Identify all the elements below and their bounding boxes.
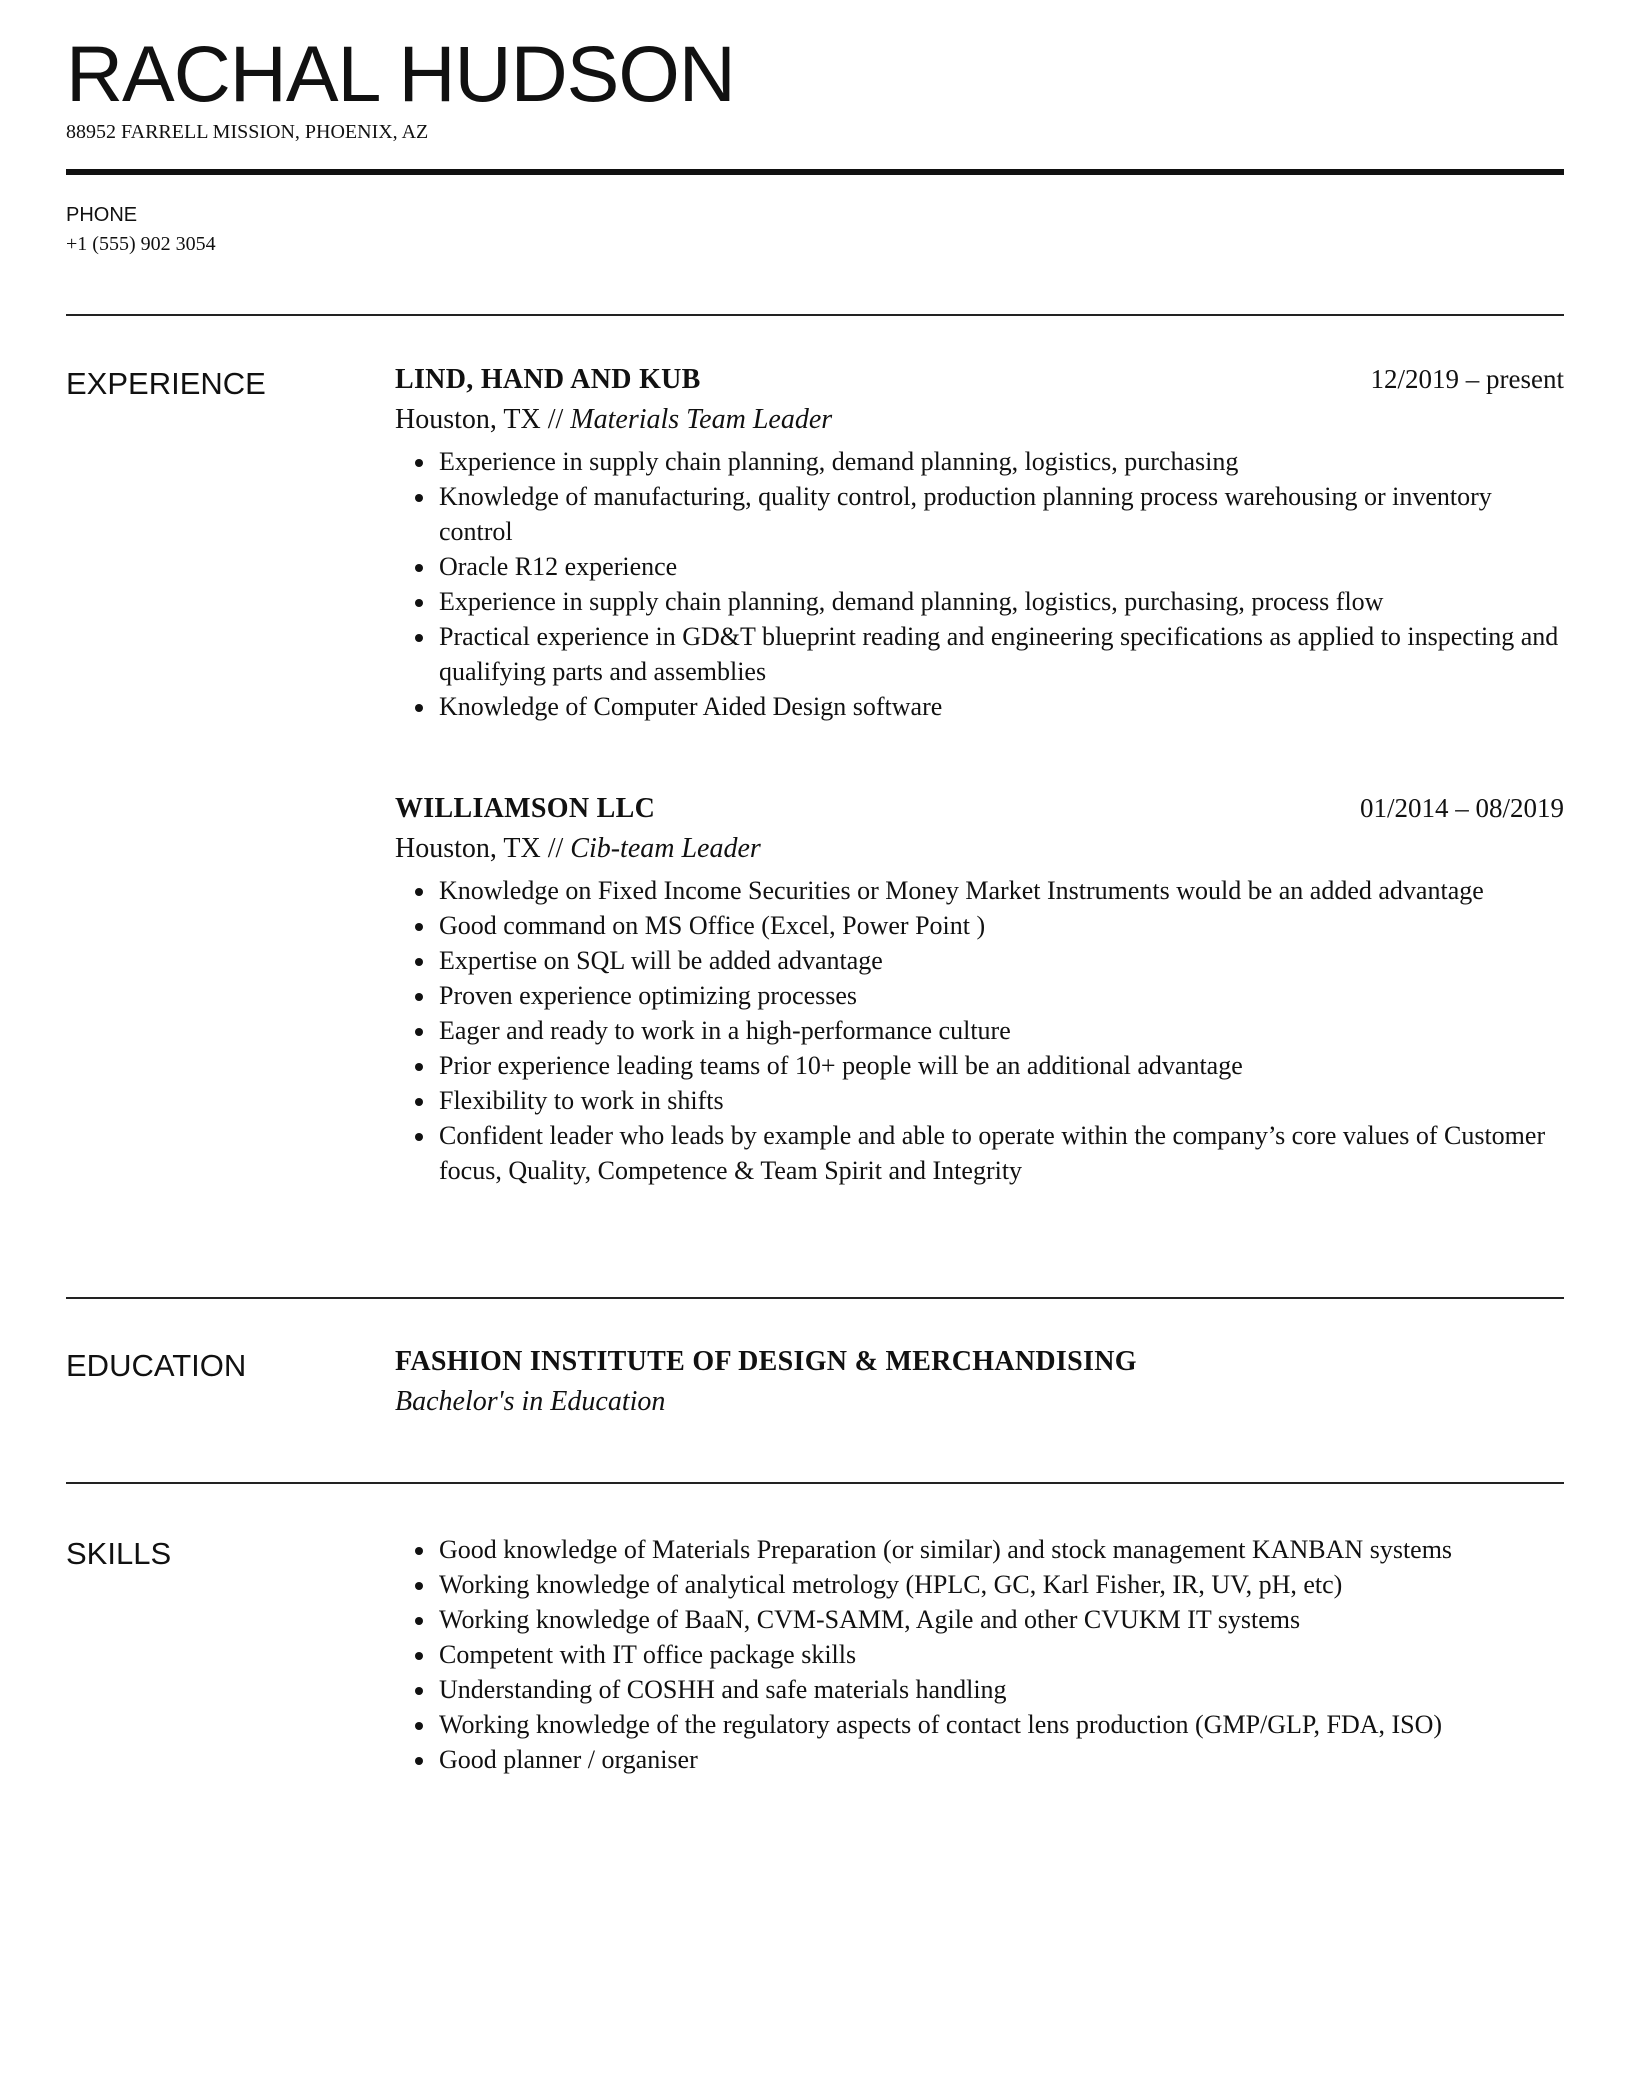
job-role: Materials Team Leader xyxy=(570,404,833,435)
header-divider xyxy=(66,169,1564,175)
job-entry xyxy=(395,362,1564,724)
list-item: • Expertise on SQL will be added advantage xyxy=(437,943,1564,978)
experience-content xyxy=(395,362,1564,1188)
list-item: • Eager and ready to work in a high-performance culture xyxy=(437,1013,1564,1048)
job-header xyxy=(395,362,1564,402)
job-location: Houston, TX xyxy=(395,404,541,435)
job-header xyxy=(395,791,1564,831)
education-content xyxy=(395,1344,1564,1419)
list-item: • Knowledge of manufacturing, quality control, production planning process warehousing or inventory control xyxy=(437,479,1564,549)
separator: // xyxy=(540,833,571,864)
address: 88952 FARRELL MISSION, PHOENIX, AZ xyxy=(66,121,429,143)
list-item: • Prior experience leading teams of 10+ people will be an additional advantage xyxy=(437,1048,1564,1083)
section-divider xyxy=(66,1482,1564,1484)
degree: Bachelor's in Education xyxy=(395,1386,666,1417)
education-title: EDUCATION xyxy=(66,1348,247,1383)
candidate-name: RACHAL HUDSON xyxy=(66,29,735,118)
job-location: Houston, TX xyxy=(395,833,541,864)
list-item: • Flexibility to work in shifts xyxy=(437,1083,1564,1118)
school-name: FASHION INSTITUTE OF DESIGN & MERCHANDISING xyxy=(395,1346,1137,1377)
company-name: LIND, HAND AND KUB xyxy=(395,364,701,395)
list-item: • Good knowledge of Materials Preparation (or similar) and stock management KANBAN systems xyxy=(437,1532,1564,1567)
section-divider xyxy=(66,1297,1564,1299)
job-entry xyxy=(395,791,1564,1188)
list-item: • Knowledge of Computer Aided Design software xyxy=(437,689,1564,724)
list-item: • Practical experience in GD&T blueprint reading and engineering specifications as applied to inspecting and qualifying parts and assemblies xyxy=(437,619,1564,689)
job-location-role xyxy=(395,831,1564,873)
list-item: • Good planner / organiser xyxy=(437,1742,1564,1777)
list-item: • Working knowledge of analytical metrology (HPLC, GC, Karl Fisher, IR, UV, pH, etc) xyxy=(437,1567,1564,1602)
list-item: • Oracle R12 experience xyxy=(437,549,1564,584)
list-item: • Working knowledge of BaaN, CVM-SAMM, Agile and other CVUKM IT systems xyxy=(437,1602,1564,1637)
list-item: • Proven experience optimizing processes xyxy=(437,978,1564,1013)
phone-label: PHONE xyxy=(66,204,138,226)
experience-title: EXPERIENCE xyxy=(66,366,266,401)
phone-number: +1 (555) 902 3054 xyxy=(66,233,216,255)
list-item: • Confident leader who leads by example and able to operate within the company’s core values of Customer focus, Quality, Competence & Team Spirit and Integrity xyxy=(437,1118,1564,1188)
skills-title: SKILLS xyxy=(66,1536,172,1571)
skills-list xyxy=(395,1532,1564,1777)
company-name: WILLIAMSON LLC xyxy=(395,793,656,824)
list-item: • Experience in supply chain planning, demand planning, logistics, purchasing xyxy=(437,444,1564,479)
list-item: • Experience in supply chain planning, demand planning, logistics, purchasing, process flow xyxy=(437,584,1564,619)
list-item: • Understanding of COSHH and safe materials handling xyxy=(437,1672,1564,1707)
job-bullets xyxy=(395,873,1564,1188)
list-item: • Competent with IT office package skills xyxy=(437,1637,1564,1672)
list-item: • Good command on MS Office (Excel, Power Point ) xyxy=(437,908,1564,943)
skills-content xyxy=(395,1532,1564,1777)
job-bullets xyxy=(395,444,1564,724)
job-dates: 12/2019 – present xyxy=(1370,364,1564,394)
job-location-role xyxy=(395,402,1564,444)
job-role: Cib-team Leader xyxy=(570,833,761,864)
list-item: • Working knowledge of the regulatory aspects of contact lens production (GMP/GLP, FDA, ISO) xyxy=(437,1707,1564,1742)
job-dates: 01/2014 – 08/2019 xyxy=(1359,793,1564,823)
section-divider xyxy=(66,314,1564,316)
list-item: • Knowledge on Fixed Income Securities or Money Market Instruments would be an added advantage xyxy=(437,873,1564,908)
separator: // xyxy=(540,404,571,435)
